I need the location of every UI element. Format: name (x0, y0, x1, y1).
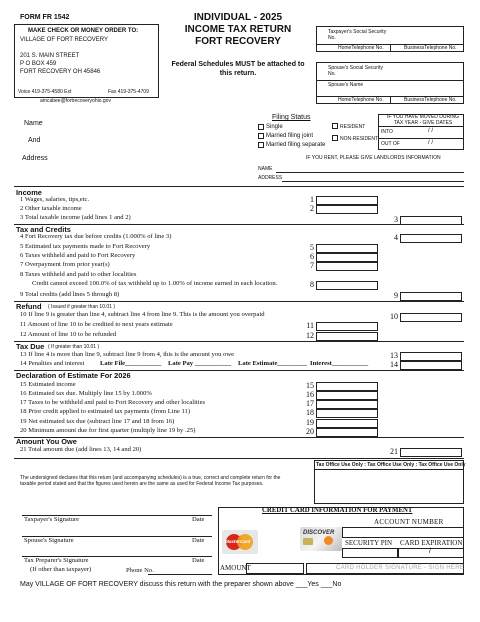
line-4-label: 4 Fort Recovery tax due before credits (1.000% of line 3) (20, 233, 172, 240)
late-estimate-field[interactable]: Late Estimate_________ (238, 360, 308, 367)
income-heading: Income (16, 188, 42, 197)
spouse-signature-label: Spouse's Signature (24, 537, 74, 544)
security-pin-field[interactable] (342, 548, 398, 558)
taxpayer-signature-label: Taxpayer's Signature (24, 516, 80, 523)
line-10-field[interactable] (400, 313, 462, 322)
line-15-label: 15 Estimated income (20, 381, 76, 388)
refund-heading: Refund (16, 302, 42, 311)
line-6-label: 6 Taxes withheld and paid to Fort Recovery (20, 252, 136, 259)
joint-checkbox[interactable] (258, 133, 264, 139)
card-expiration-field[interactable] (398, 548, 464, 558)
spouse-name-label: Spouse's Name (328, 82, 364, 88)
line-1-num: 1 (310, 195, 314, 204)
line-19-label: 19 Net estimated tax due (subtract line 17 and 18 from 16) (20, 418, 175, 425)
tax-due-note: ( If greater than 10.01 ) (48, 344, 100, 350)
line-8-label: 8 Taxes withheld and paid to other localities (20, 271, 137, 278)
security-pin-label: SECURITY PIN (345, 539, 392, 547)
taxpayer-name-label: Name (24, 120, 43, 127)
title-line3: FORT RECOVERY (195, 36, 281, 47)
non-resident-label: NON-RESIDENT (340, 136, 379, 142)
line-1-field[interactable] (316, 196, 378, 205)
landlord-note: IF YOU RENT, PLEASE GIVE LANDLORDS INFORMATION (306, 155, 441, 161)
mastercard-logo (222, 530, 258, 554)
line-13-num: 13 (390, 351, 398, 360)
line-1-label: 1 Wages, salaries, tips,etc. (20, 196, 90, 203)
tax-credits-heading: Tax and Credits (16, 225, 71, 234)
line-9-field[interactable] (400, 292, 462, 301)
line-21-field[interactable] (400, 448, 462, 457)
line-9-label: 9 Total credits (add lines 5 through 8) (20, 291, 120, 298)
line-2-field[interactable] (316, 205, 378, 214)
form-id: FORM FR 1542 (20, 14, 70, 21)
out-of-date-field[interactable]: / / (428, 140, 434, 146)
schedules-note: Federal Schedules MUST be attached to this return. (171, 61, 305, 77)
tax-due-heading: Tax Due (16, 342, 45, 351)
line-6-field[interactable] (316, 253, 378, 262)
expiration-slash: / (429, 548, 431, 555)
preparer-phone-label: Phone No. (126, 567, 154, 574)
account-number-label: ACCOUNT NUMBER (374, 518, 444, 526)
line-21-label: 21 Total amount due (add lines 13, 14 and 20) (20, 446, 142, 453)
discover-logo (300, 527, 342, 551)
amount-field[interactable] (246, 563, 304, 574)
refund-note: ( Issued if greater than 10.01 ) (48, 304, 115, 310)
separate-checkbox[interactable] (258, 142, 264, 148)
line-4-num: 4 (394, 233, 398, 242)
preparer-signature-label: Tax Preparer's Signature (24, 557, 89, 564)
line-16-label: 16 Estimated tax due. Multiply line 15 by 1.000% (20, 390, 152, 397)
taxpayer-address-label: Address (22, 155, 48, 162)
line-10-label: 10 If line 9 is greater than line 4, subtract line 4 from line 9. This is the amount you overpaid (20, 311, 265, 318)
interest-field[interactable]: Interest___________ (310, 360, 369, 367)
line-6-num: 6 (310, 252, 314, 261)
line-17-field[interactable] (316, 400, 378, 409)
business-tel2-label: BusinessTelephone No. (404, 97, 457, 103)
line-11-num: 11 (306, 321, 314, 330)
line-19-field[interactable] (316, 419, 378, 428)
payee-heading: MAKE CHECK OR MONEY ORDER TO: (28, 28, 139, 34)
line-11-label: 11 Amount of line 10 to be credited to next years estimate (20, 321, 173, 328)
separate-label: Married filing separate (266, 142, 326, 148)
taxpayer-and-label: And (28, 137, 41, 144)
line-4-field[interactable] (400, 234, 462, 243)
landlord-name-label: NAME (258, 166, 273, 172)
discover-text: DISCOVER (303, 530, 335, 536)
line-17-num: 17 (306, 399, 314, 408)
late-pay-field[interactable]: Late Pay ___________ (168, 360, 232, 367)
line-14-label: 14 Penalties and interest (20, 360, 85, 367)
filing-status-heading: Filing Status (272, 114, 311, 121)
payee-name: VILLAGE OF FORT RECOVERY (20, 37, 109, 43)
payee-addr3: FORT RECOVERY OH 45846 (20, 69, 101, 75)
line-12-field[interactable] (316, 332, 378, 341)
out-of-label: OUT OF (381, 141, 400, 147)
credit-card-heading: CREDIT CARD INFORMATION FOR PAYMENT (262, 507, 413, 514)
line-11-field[interactable] (316, 322, 378, 331)
title-line2: INCOME TAX RETURN (184, 24, 292, 35)
payee-fax: Fax 419-375-4709 (108, 89, 149, 95)
business-tel-label: BusinessTelephone No. (404, 45, 457, 51)
line-5-label: 5 Estimated tax payments made to Fort Recovery (20, 243, 151, 250)
spouse-date-label: Date (192, 537, 205, 544)
line-18-num: 18 (306, 408, 314, 417)
line-8-note: Credit cannot exceed 100.0% of tax withheld up to 1.00% of income earned in each location. (32, 280, 278, 287)
title-line1: INDIVIDUAL - 2025 (193, 12, 283, 23)
line-2-num: 2 (310, 204, 314, 213)
into-date-field[interactable]: / / (428, 128, 434, 134)
line-20-field[interactable] (316, 428, 378, 437)
declaration-text: The undersigned declares that this return (and accompanying schedules) is a true, correct and complete return for the taxable period stated and that the figures used herein are the same as used for Federal Income Tax purposes. (20, 475, 281, 487)
preparer-date-label: Date (192, 557, 205, 564)
line-9-num: 9 (394, 291, 398, 300)
estimate-heading: Declaration of Estimate For 2026 (16, 371, 131, 380)
resident-checkbox[interactable] (332, 123, 338, 129)
spouse-signature-field[interactable] (22, 528, 192, 536)
payee-voice: Voice 419-375-4580 Ext (18, 89, 72, 95)
line-14-field[interactable] (400, 361, 462, 370)
line-5-field[interactable] (316, 244, 378, 253)
line-8-field[interactable] (316, 281, 378, 290)
landlord-address-label: ADDRESS (258, 175, 283, 181)
non-resident-checkbox[interactable] (332, 135, 338, 141)
preparer-signature-field[interactable] (22, 548, 192, 556)
office-use-label: Tax Office Use Only : Tax Office Use Only : Tax Office Use Only (316, 462, 466, 468)
line-5-num: 5 (310, 243, 314, 252)
line-13-label: 13 If line 4 is more than line 9, subtract line 9 from 4, this is the amount you owe (20, 351, 235, 358)
line-7-label: 7 Overpayment from prior year(s) (20, 261, 110, 268)
line-17-label: 17 Taxes to be withheld and paid to Fort Recovery and other localities (20, 399, 206, 406)
line-14-num: 14 (390, 360, 398, 369)
resident-label: RESIDENT (340, 124, 366, 130)
line-20-label: 20 Minimum amount due for first quarter (multiply line 19 by .25) (20, 427, 196, 434)
payee-addr1: 201 S. MAIN STREET (20, 53, 80, 59)
amount-owe-heading: Amount You Owe (16, 437, 77, 446)
mastercard-text: MasterCard (225, 539, 251, 544)
line-15-field[interactable] (316, 382, 378, 391)
single-label: Single (266, 124, 283, 130)
line-10-num: 10 (390, 312, 398, 321)
line-12-label: 12 Amount of line 10 to be refunded (20, 331, 117, 338)
late-file-field[interactable]: Late File___________ (100, 360, 162, 367)
home-tel-label: HomeTelephone No. (338, 45, 384, 51)
taxpayer-date-label: Date (192, 516, 205, 523)
form-title (168, 12, 308, 48)
line-16-num: 16 (306, 390, 314, 399)
spouse-ssn-label: Spouse's Social Security No. (328, 65, 383, 77)
line-18-field[interactable] (316, 409, 378, 418)
amount-label: AMOUNT (220, 564, 251, 572)
line-15-num: 15 (306, 381, 314, 390)
line-7-field[interactable] (316, 262, 378, 271)
line-2-label: 2 Other taxable income (20, 205, 82, 212)
sign-here-label: CARD HOLDER SIGNATURE - SIGN HERE (336, 565, 465, 571)
line-7-num: 7 (310, 261, 314, 270)
line-18-label: 18 Prior credit applied to estimated tax payments (from Line 11) (20, 408, 191, 415)
line-21-num: 21 (390, 447, 398, 456)
account-number-field[interactable] (342, 527, 464, 538)
home-tel2-label: HomeTelephone No. (338, 97, 384, 103)
line-3-label: 3 Total taxable income (add lines 1 and 2) (20, 214, 131, 221)
taxpayer-signature-field[interactable] (22, 508, 192, 516)
moved-note: IF YOU HAVE MOVED DURING TAX YEAR - GIVE DATES (386, 114, 460, 126)
line-19-num: 19 (306, 418, 314, 427)
single-checkbox[interactable] (258, 124, 264, 130)
joint-label: Married filing joint (266, 133, 314, 139)
line-16-field[interactable] (316, 391, 378, 400)
payee-email: amcabee@fortrecoveryohio.gov (40, 98, 111, 104)
line-8-num: 8 (310, 280, 314, 289)
preparer-discuss-question: May VILLAGE OF FORT RECOVERY discuss this return with the preparer shown above ___Yes ___No (20, 581, 342, 588)
line-12-num: 12 (306, 331, 314, 340)
payee-addr2: P O BOX 459 (20, 61, 57, 67)
preparer-note: (If other than taxpayer) (30, 566, 92, 573)
line-20-num: 20 (306, 427, 314, 436)
line-3-num: 3 (394, 215, 398, 224)
line-13-field[interactable] (400, 352, 462, 361)
taxpayer-ssn-label: Taxpayer's Social Security No. (328, 29, 387, 41)
card-expiration-label: CARD EXPIRATION (400, 539, 463, 547)
into-label: INTO (381, 129, 393, 135)
